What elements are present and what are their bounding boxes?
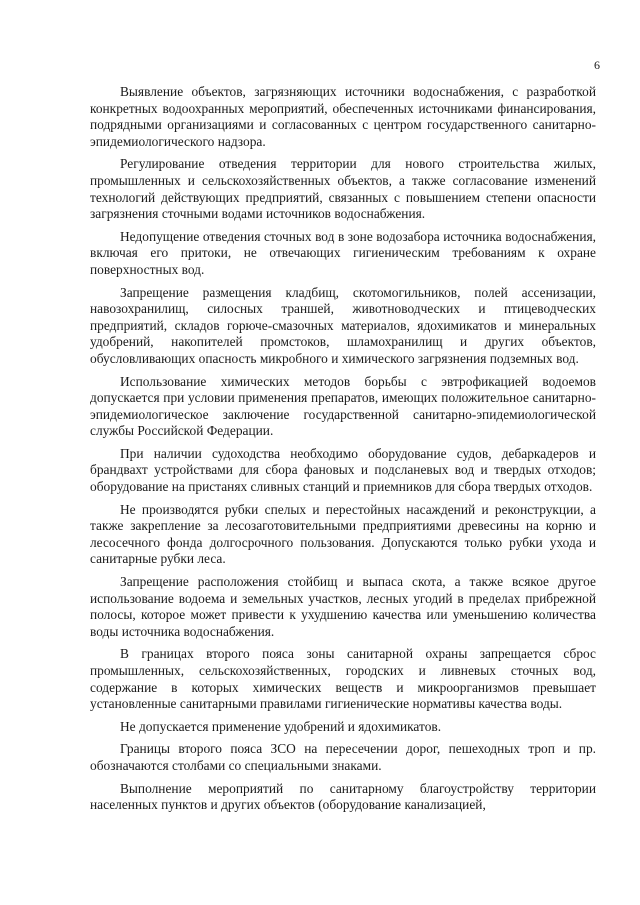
paragraph-7: Не производятся рубки спелых и перестойных насаждений и реконструкции, а также закрепление за лесозаготовительными предприятиями древесины на корню и лесосечного фонда долгосрочного пользования. Допускаются только рубки ухода и санитарные рубки леса. bbox=[90, 501, 596, 567]
paragraph-6: При наличии судоходства необходимо оборудование судов, дебаркадеров и брандвахт устройствами для сбора фановых и подсланевых вод и твердых отходов; оборудование на пристанях сливных станций и приемников для сбора твердых отходов. bbox=[90, 445, 596, 495]
paragraph-1: Выявление объектов, загрязняющих источники водоснабжения, с разработкой конкретных водоохранных мероприятий, обеспеченных источниками финансирования, подрядными организациями и согласованных с центром государственного санитарно-эпидемиологического надзора. bbox=[90, 84, 596, 149]
paragraph-12: Выполнение мероприятий по санитарному благоустройству территории населенных пунктов и других объектов (оборудование канализацией, bbox=[90, 780, 596, 813]
paragraph-5: Использование химических методов борьбы с эвтрофикацией водоемов допускается при условии применения препаратов, имеющих положительное санитарно-эпидемиологическое заключение государственной санитарно-эпидемиологической службы Российской Федерации. bbox=[90, 373, 596, 439]
paragraph-8: Запрещение расположения стойбищ и выпаса скота, а также всякое другое использование водоема и земельных участков, лесных угодий в пределах прибрежной полосы, которое может привести к ухудшению качества или уменьшению количества воды источника водоснабжения. bbox=[90, 574, 596, 639]
page-number: 6 bbox=[594, 58, 600, 72]
paragraph-10: Не допускается применение удобрений и ядохимикатов. bbox=[120, 718, 442, 734]
body-text bbox=[90, 84, 596, 814]
paragraph-3: Недопущение отведения сточных вод в зоне водозабора источника водоснабжения, включая его притоки, не отвечающих гигиеническим требованиям к охране поверхностных вод. bbox=[90, 228, 596, 277]
paragraph-4: Запрещение размещения кладбищ, скотомогильников, полей ассенизации, навозохранилищ, силосных траншей, животноводческих и птицеводческих предприятий, складов горюче-смазочных материалов, ядохимикатов и минеральных удобрений, накопителей промстоков, шламохранилищ и других объектов, обусловливающих опасность микробного и химического загрязнения подземных вод. bbox=[90, 284, 596, 366]
paragraph-2: Регулирование отведения территории для нового строительства жилых, промышленных и сельскохозяйственных объектов, а также согласование изменений технологий действующих предприятий, связанных с повышением степени опасности загрязнения сточными водами источников водоснабжения. bbox=[90, 156, 596, 222]
paragraph-9: В границах второго пояса зоны санитарной охраны запрещается сброс промышленных, сельскохозяйственных, городских и ливневых сточных вод, содержание в которых химических веществ и микроорганизмов превышает установленные санитарными правилами гигиенические нормативы качества воды. bbox=[90, 646, 596, 712]
paragraph-11: Границы второго пояса ЗСО на пересечении дорог, пешеходных троп и пр. обозначаются столбами со специальными знаками. bbox=[90, 741, 596, 773]
